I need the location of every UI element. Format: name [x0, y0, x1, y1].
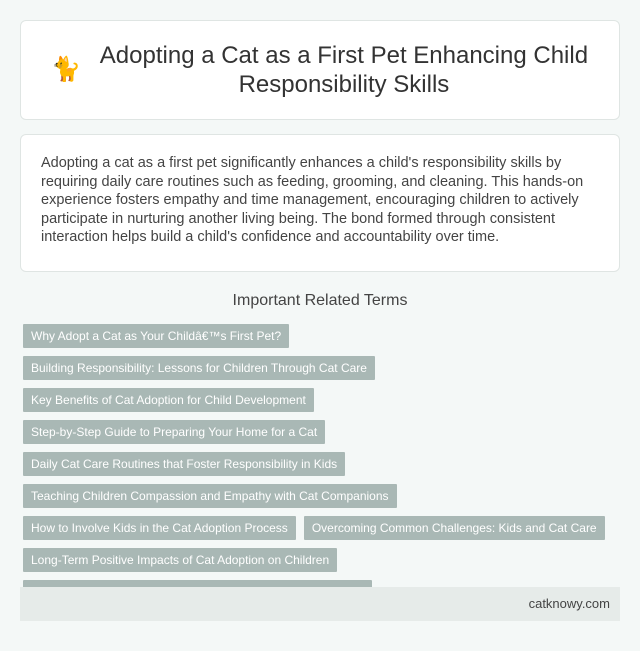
description-card [20, 134, 620, 272]
related-terms-list [23, 324, 623, 604]
related-term-tag[interactable]: Building Responsibility: Lessons for Children Through Cat Care [23, 356, 375, 380]
footer-site-link[interactable]: catknowy.com [528, 596, 610, 611]
related-term-tag[interactable]: Step-by-Step Guide to Preparing Your Home for a Cat [23, 420, 325, 444]
description-text: Adopting a cat as a first pet significantly enhances a child's responsibility skills by requiring daily care routines such as feeding, grooming, and cleaning. This hands-on experience fosters empathy and time management, encouraging children to actively participate in nurturing another living being. The bond formed through consistent interaction helps build a child's confidence and accountability over time. [41, 155, 584, 246]
related-term-tag[interactable]: Key Benefits of Cat Adoption for Child Development [23, 388, 314, 412]
title-row [51, 41, 589, 99]
related-term-tag[interactable]: Overcoming Common Challenges: Kids and Cat Care [304, 516, 605, 540]
related-term-tag[interactable]: Teaching Children Compassion and Empathy with Cat Companions [23, 484, 397, 508]
related-terms-heading: Important Related Terms [232, 292, 408, 309]
cat-icon: 🐈 [51, 56, 81, 83]
page-title: Adopting a Cat as a First Pet Enhancing Child Responsibility Skills [99, 42, 589, 98]
related-term-tag[interactable]: Why Adopt a Cat as Your Childâ€™s First Pet? [23, 324, 289, 348]
title-card [20, 20, 620, 120]
related-term-tag[interactable]: Long-Term Positive Impacts of Cat Adoption on Children [23, 548, 337, 572]
footer [20, 587, 620, 621]
related-term-tag[interactable]: How to Involve Kids in the Cat Adoption Process [23, 516, 296, 540]
related-term-tag[interactable]: Daily Cat Care Routines that Foster Responsibility in Kids [23, 452, 345, 476]
